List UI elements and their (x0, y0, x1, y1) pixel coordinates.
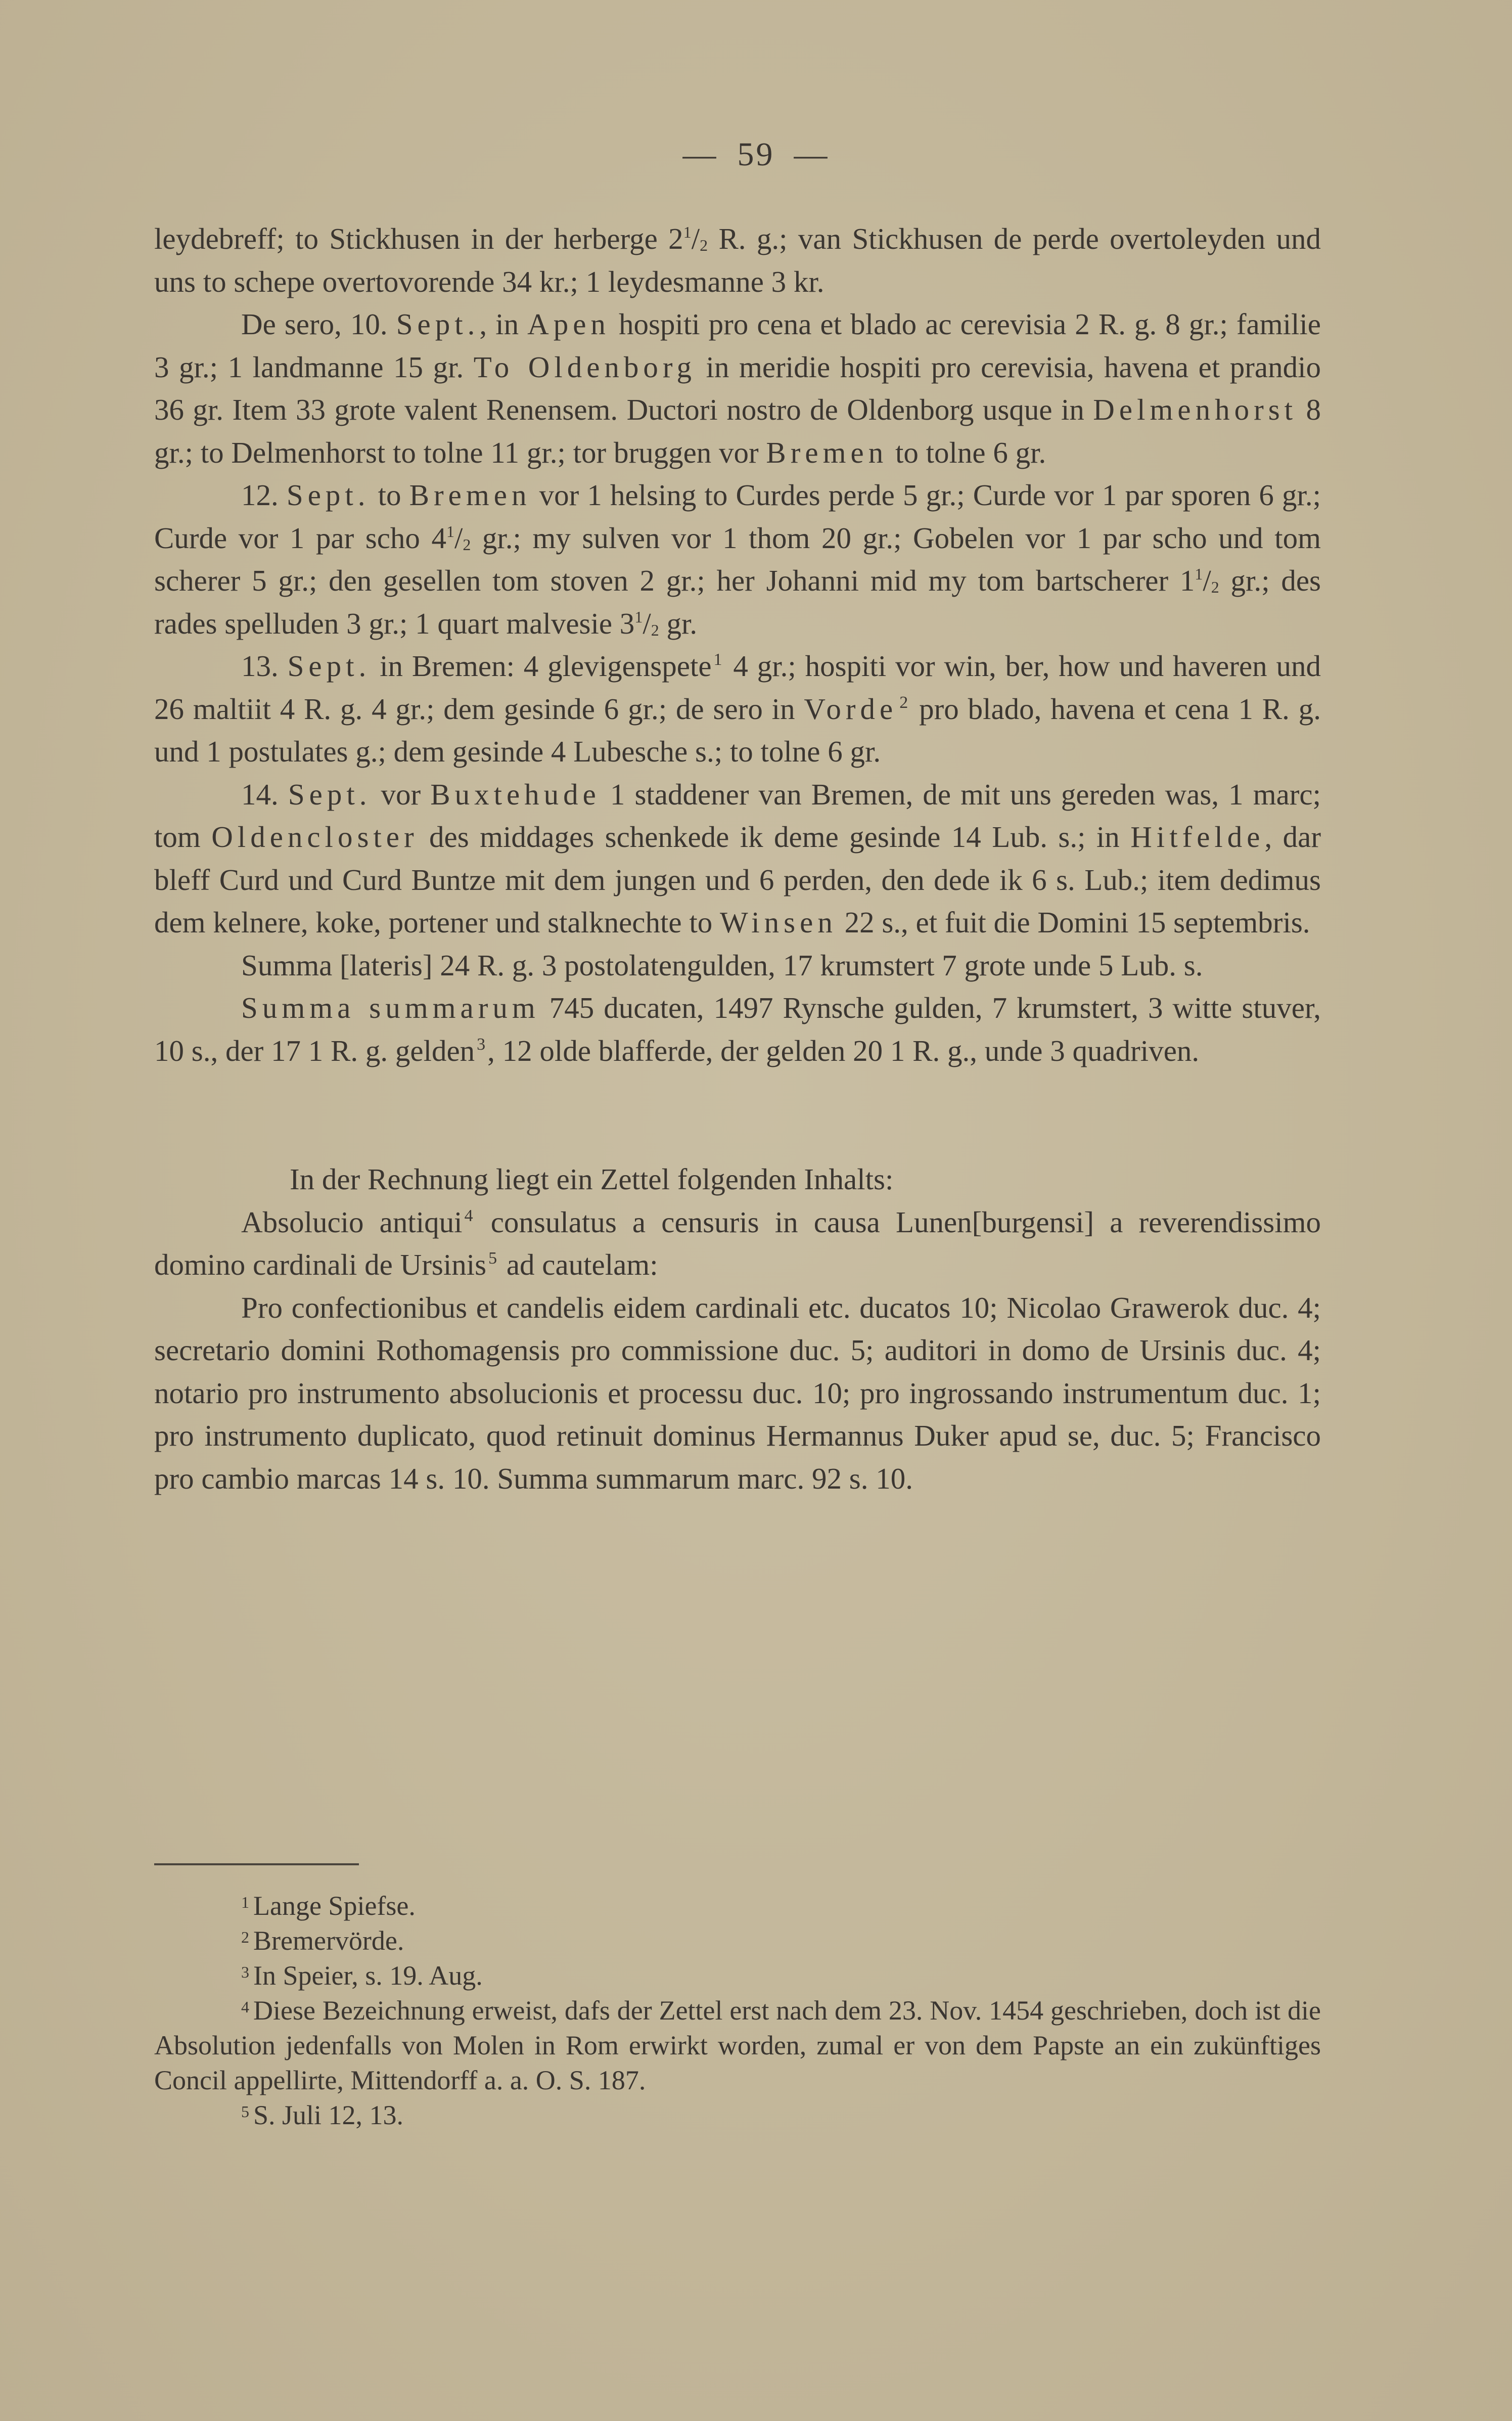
paragraph-leydebreff: leydebreff; to Stickhusen in der herberge $2^1/_2$ R. g.; van Stickhusen de perde overtoleyden und uns to schepe overtovorende 34 kr.; 1 leydesmanne 3 kr. (154, 222, 1321, 298)
fraction-one-half: $^1/_2$ (634, 606, 659, 640)
footnote-2: $^2$ Bremervörde. (241, 1925, 404, 1956)
footnote-ref-5[interactable]: 5 (488, 1249, 497, 1268)
footnote-4: $^4$ Diese Bezeichnung erweist, dafs der Zettel erst nach dem 23. Nov. 1454 geschrieben, doch ist die Absolution jedenfalls von Molen in Rom erwirkt worden, zumal er von dem Papste an ein zukünftiges Concil appellirte, Mittendorff a. a. O. S. 187. (154, 1995, 1321, 2095)
paragraph-sept-13: 13. Sept. in Bremen: 4 glevigenspete $^1$ 4 gr.; hospiti vor win, ber, how und haveren und 26 maltiit 4 R. g. 4 gr.; dem gesinde 6 gr.; de sero in Vorde $^2$ pro blado, havena et cena 1 R. g. und 1 postulates g.; dem gesinde 4 Lubesche s.; to tolne 6 gr. (154, 649, 1321, 768)
fraction-one-half: $^1/_2$ (1195, 564, 1219, 597)
page-number-dash-left: — (682, 136, 718, 173)
place-bremen: Bremen (409, 478, 531, 512)
paragraph-summa-summarum: Summa summarum 745 ducaten, 1497 Rynsche gulden, 7 krumstert, 3 witte stuver, 10 s., der 17 1 R. g. gelden $^3$, 12 olde blafferde, der gelden 20 1 R. g., unde 3 quadriven. (154, 991, 1321, 1067)
place-vorde: Vorde (804, 692, 898, 726)
place-oldencloster: Oldencloster (211, 820, 419, 854)
main-text (154, 217, 1321, 1500)
paragraph-summa-lateris: Summa [lateris] 24 R. g. 3 postolatengulden, 17 krumstert 7 grote unde 5 Lub. s. (241, 948, 1203, 982)
place-buxtehude: Buxtehude (430, 777, 601, 811)
place-hitfelde: Hitfelde (1130, 820, 1265, 854)
paragraph-sept-14: 14. Sept. vor Buxtehude 1 staddener van Bremen, de mit uns gereden was, 1 marc; tom Oldencloster des middages schenkede ik deme gesinde 14 Lub. s.; in Hitfelde, dar bleff Curd und Curd Buntze mit dem jungen und 6 perden, den dede ik 6 s. Lub.; item dedimus dem kelnere, koke, portener und stalknechte to Winsen 22 s., et fuit die Domini 15 septembris. (154, 777, 1321, 939)
paragraph-sept-10: De sero, 10. Sept., in Apen hospiti pro cena et blado ac cerevisia 2 R. g. 8 gr.; familie 3 gr.; 1 landmanne 15 gr. To Oldenborg in meridie hospiti pro cerevisia, havena et prandio 36 gr. Item 33 grote valent Renensem. Ductori nostro de Oldenborg usque in Delmenhorst 8 gr.; to Delmenhorst to tolne 11 gr.; tor bruggen vor Bremen to tolne 6 gr. (154, 307, 1321, 469)
place-bremen: Bremen (766, 435, 888, 469)
fraction-one-half: $^1/_2$ (683, 222, 708, 255)
zettel-expenses: Pro confectionibus et candelis eidem cardinali etc. ducatos 10; Nicolao Grawerok duc. 4; secretario domini Rothomagensis pro commissione duc. 5; auditori in domo de Ursinis duc. 4; notario pro instrumento absolucionis et processu duc. 10; pro ingrossando instrumentum duc. 1; pro instrumento duplicato, quod retinuit dominus Hermannus Duker apud se, duc. 5; Francisco pro cambio marcas 14 s. 10. Summa summarum marc. 92 s. 10. (154, 1290, 1321, 1495)
place-oldenborg: To Oldenborg (473, 350, 697, 384)
footnote-3: $^3$ In Speier, s. 19. Aug. (241, 1960, 483, 1991)
page-number-value: 59 (737, 136, 775, 173)
paragraph-sept-12: 12. Sept. to Bremen vor 1 helsing to Curdes perde 5 gr.; Curde vor 1 par sporen 6 gr.; Curde vor 1 par scho $4^1/_2$ gr.; my sulven vor 1 thom 20 gr.; Gobelen vor 1 par scho und tom scherer 5 gr.; den gesellen tom stoven 2 gr.; her Johanni mid my tom bartscherer $1^1/_2$ gr.; des rades spelluden 3 gr.; 1 quart malvesie $3^1/_2$ gr. (154, 478, 1321, 640)
footnote-5: $^5$ S. Juli 12, 13. (241, 2100, 404, 2130)
footnote-ref-2[interactable]: 2 (899, 693, 908, 712)
place-apen: Apen (527, 307, 610, 341)
place-delmenhorst: Delmenhorst (1093, 393, 1298, 426)
page-number (0, 136, 1512, 174)
zettel-intro: In der Rechnung liegt ein Zettel folgenden Inhalts: (290, 1162, 894, 1196)
fraction-one-half: $^1/_2$ (446, 521, 471, 555)
zettel-absolucio: Absolucio antiqui $^4$ consulatus a censuris in causa Lunen[burgensi] a reverendissimo domino cardinali de Ursinis $^5$ ad cautelam: (154, 1205, 1321, 1281)
footnotes (154, 1889, 1321, 2133)
page-number-dash-right: — (794, 136, 830, 173)
place-winsen: Winsen (719, 906, 837, 939)
footnote-ref-3[interactable]: 3 (477, 1035, 486, 1054)
footnote-ref-1[interactable]: 1 (713, 650, 722, 669)
section-gap (154, 1072, 1321, 1158)
footnote-divider (154, 1863, 359, 1865)
footnote-ref-4[interactable]: 4 (464, 1206, 473, 1225)
footnote-1: $^1$ Lange Spiefse. (241, 1891, 416, 1921)
